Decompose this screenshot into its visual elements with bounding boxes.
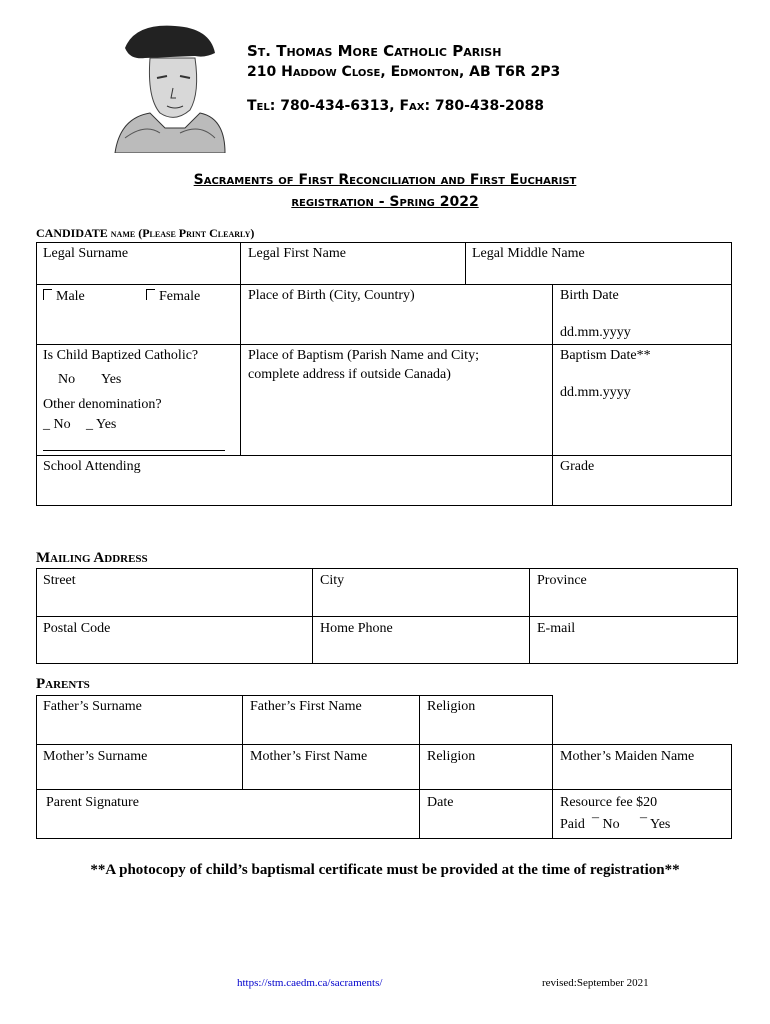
- home-phone-field[interactable]: Home Phone: [320, 621, 393, 636]
- street-field[interactable]: Street: [43, 573, 76, 588]
- school-attending-field[interactable]: School Attending: [43, 459, 141, 474]
- baptism-date-field[interactable]: Baptism Date**: [560, 348, 651, 363]
- checkbox-icon: [146, 289, 155, 300]
- other-denomination-question: Other denomination?: [43, 397, 162, 412]
- form-title-line2: registration - Spring 2022: [291, 194, 479, 210]
- baptized-question: Is Child Baptized Catholic?: [43, 348, 199, 363]
- birth-date-field[interactable]: Birth Date: [560, 288, 619, 303]
- resource-fee-label: Resource fee $20: [560, 795, 658, 810]
- checkbox-icon: [43, 289, 52, 300]
- father-first-name-field[interactable]: Father’s First Name: [250, 699, 362, 714]
- parish-name: St. Thomas More Catholic Parish: [247, 42, 502, 60]
- legal-surname-field[interactable]: Legal Surname: [43, 246, 129, 261]
- place-of-birth-field[interactable]: Place of Birth (City, Country): [248, 288, 415, 303]
- city-field[interactable]: City: [320, 573, 345, 588]
- signature-date-field[interactable]: Date: [427, 795, 454, 810]
- province-field[interactable]: Province: [537, 573, 587, 588]
- sacraments-link[interactable]: https://stm.caedm.ca/sacraments/: [237, 977, 383, 989]
- baptism-date-format: dd.mm.yyyy: [560, 385, 631, 400]
- parish-phone: Tel: 780-434-6313, Fax: 780-438-2088: [247, 98, 544, 114]
- saint-portrait-image: [105, 18, 230, 153]
- denomination-yes-option[interactable]: _ Yes: [86, 417, 117, 432]
- mother-surname-field[interactable]: Mother’s Surname: [43, 749, 148, 764]
- parents-heading: Parents: [36, 676, 90, 692]
- place-of-baptism-note: complete address if outside Canada): [248, 367, 451, 382]
- mother-first-name-field[interactable]: Mother’s First Name: [250, 749, 368, 764]
- email-field[interactable]: E-mail: [537, 621, 576, 636]
- birth-date-format: dd.mm.yyyy: [560, 325, 631, 340]
- female-checkbox[interactable]: Female: [146, 289, 200, 305]
- baptized-no-option[interactable]: No: [58, 372, 76, 387]
- place-of-baptism-field[interactable]: Place of Baptism (Parish Name and City;: [248, 348, 479, 363]
- parent-signature-field[interactable]: Parent Signature: [46, 795, 139, 810]
- candidate-heading: CANDIDATE name (Please Print Clearly): [36, 226, 255, 240]
- fee-paid-yes-option[interactable]: ¯ Yes: [640, 817, 671, 832]
- mother-religion-field[interactable]: Religion: [427, 749, 476, 764]
- father-surname-field[interactable]: Father’s Surname: [43, 699, 142, 714]
- baptized-yes-option[interactable]: Yes: [101, 372, 122, 387]
- denomination-no-option[interactable]: _ No: [43, 417, 71, 432]
- mailing-address-heading: Mailing Address: [36, 550, 148, 566]
- father-religion-field[interactable]: Religion: [427, 699, 476, 714]
- form-title-line1: Sacraments of First Reconciliation and First Eucharist: [193, 172, 577, 188]
- fee-paid-no-option[interactable]: ¯ No: [592, 817, 620, 832]
- denomination-line: [43, 450, 225, 451]
- revised-date: revised:September 2021: [542, 977, 649, 989]
- fee-paid-label: Paid: [560, 817, 585, 832]
- baptismal-certificate-notice: **A photocopy of child’s baptismal certificate must be provided at the time of registration**: [90, 862, 680, 878]
- candidate-row-names: [36, 242, 732, 285]
- parish-address: 210 Haddow Close, Edmonton, AB T6R 2P3: [247, 64, 561, 80]
- mother-maiden-name-field[interactable]: Mother’s Maiden Name: [560, 749, 695, 764]
- male-checkbox[interactable]: Male: [43, 289, 85, 305]
- grade-field[interactable]: Grade: [560, 459, 595, 474]
- postal-code-field[interactable]: Postal Code: [43, 621, 111, 636]
- legal-middle-name-field[interactable]: Legal Middle Name: [472, 246, 585, 261]
- legal-first-name-field[interactable]: Legal First Name: [248, 246, 346, 261]
